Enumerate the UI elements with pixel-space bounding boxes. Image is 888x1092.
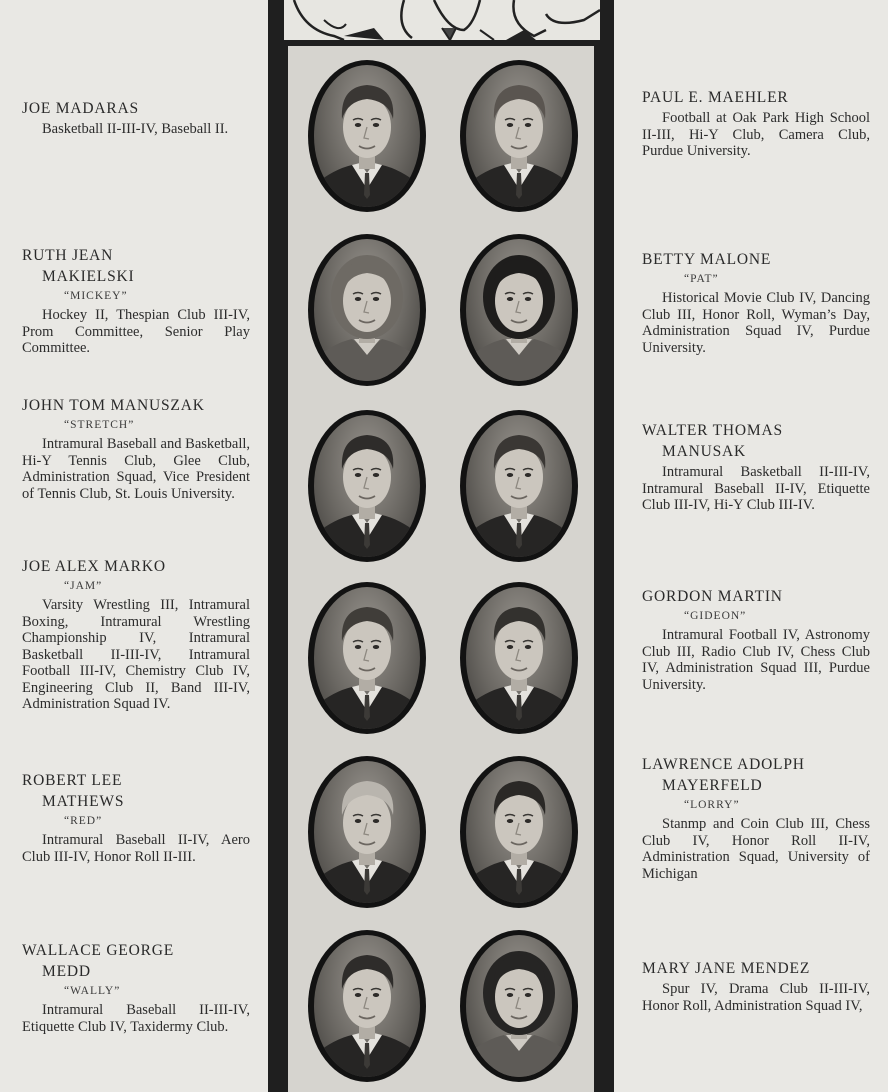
- eye-shape: [507, 993, 513, 997]
- portrait-photo: [466, 935, 572, 1077]
- person-figure: [314, 415, 420, 557]
- portrait-photo: [466, 415, 572, 557]
- eye-shape: [355, 819, 361, 823]
- student-nickname: “LORRY”: [684, 799, 740, 811]
- eye-shape: [355, 123, 361, 127]
- necktie-shape: [364, 523, 370, 549]
- student-nickname: “GIDEON”: [684, 610, 747, 622]
- portrait-8: [460, 582, 578, 734]
- eye-shape: [525, 123, 531, 127]
- person-figure: [314, 65, 420, 207]
- person-figure: [466, 587, 572, 729]
- student-name: JOE MADARAS: [22, 100, 139, 117]
- person-figure: [314, 761, 420, 903]
- necktie-shape: [516, 695, 522, 721]
- student-activities: Historical Movie Club IV, Dancing Club III, Honor Roll, Wyman’s Day, Administration Squad IV, Purdue University.: [642, 290, 870, 356]
- senior-entry-left-5: [22, 770, 250, 865]
- eye-shape: [525, 297, 531, 301]
- necktie-shape: [364, 173, 370, 199]
- eye-shape: [355, 297, 361, 301]
- necktie-shape: [516, 869, 522, 895]
- eye-shape: [373, 123, 379, 127]
- person-figure: [466, 415, 572, 557]
- portrait-3: [308, 234, 426, 386]
- eye-shape: [507, 645, 513, 649]
- student-name: JOE ALEX MARKO: [22, 558, 166, 575]
- eye-shape: [525, 473, 531, 477]
- eye-shape: [373, 993, 379, 997]
- eye-shape: [507, 123, 513, 127]
- portrait-9: [308, 756, 426, 908]
- senior-entry-left-3: [22, 395, 250, 502]
- student-name: ROBERT LEE MATHEWS: [22, 772, 125, 810]
- eye-shape: [373, 473, 379, 477]
- portrait-7: [308, 582, 426, 734]
- student-name: RUTH JEAN MAKIELSKI: [22, 247, 135, 285]
- portrait-photo: [314, 587, 420, 729]
- portrait-photo: [466, 239, 572, 381]
- student-nickname: “PAT”: [684, 273, 719, 285]
- senior-entry-left-6: [22, 940, 250, 1035]
- portrait-photo: [466, 587, 572, 729]
- portrait-photo: [314, 415, 420, 557]
- portrait-10: [460, 756, 578, 908]
- student-activities: Intramural Baseball and Basketball, Hi-Y Tennis Club, Glee Club, Administration Squad, Vice President of Tennis Club, St. Louis University.: [22, 436, 250, 502]
- portrait-5: [308, 410, 426, 562]
- person-figure: [466, 761, 572, 903]
- person-figure: [466, 65, 572, 207]
- student-name: WALTER THOMAS MANUSAK: [642, 422, 783, 460]
- portrait-4: [460, 234, 578, 386]
- portrait-1: [308, 60, 426, 212]
- student-name: BETTY MALONE: [642, 251, 772, 268]
- senior-entry-left-1: [22, 98, 250, 138]
- student-name: WALLACE GEORGE MEDD: [22, 942, 174, 980]
- student-activities: Intramural Baseball II-III-IV, Etiquette Club IV, Taxidermy Club.: [22, 1002, 250, 1035]
- eye-shape: [507, 819, 513, 823]
- senior-entry-right-4: [642, 586, 870, 693]
- eye-shape: [373, 297, 379, 301]
- senior-entry-right-6: [642, 958, 870, 1014]
- portrait-photo: [466, 761, 572, 903]
- necktie-shape: [516, 173, 522, 199]
- portrait-photo: [466, 65, 572, 207]
- header-illustration: [284, 0, 600, 40]
- portrait-6: [460, 410, 578, 562]
- student-nickname: “WALLY”: [64, 985, 121, 997]
- person-figure: [314, 935, 420, 1077]
- student-name: JOHN TOM MANUSZAK: [22, 397, 205, 414]
- person-figure: [466, 935, 572, 1077]
- necktie-shape: [516, 523, 522, 549]
- student-name: PAUL E. MAEHLER: [642, 89, 789, 106]
- portrait-photo: [314, 761, 420, 903]
- student-activities: Stanmp and Coin Club III, Chess Club IV, Honor Roll II-IV, Administration Squad, University of Michigan: [642, 816, 870, 882]
- person-figure: [466, 239, 572, 381]
- eye-shape: [507, 473, 513, 477]
- senior-entry-left-2: [22, 245, 250, 357]
- portrait-11: [308, 930, 426, 1082]
- student-activities: Intramural Basketball II-III-IV, Intramural Baseball II-IV, Etiquette Club III-IV, Hi-Y Club III-IV.: [642, 464, 870, 513]
- student-activities: Spur IV, Drama Club II-III-IV, Honor Roll, Administration Squad IV,: [642, 981, 870, 1014]
- senior-entry-right-5: [642, 754, 870, 882]
- eye-shape: [373, 819, 379, 823]
- senior-entry-right-2: [642, 249, 870, 356]
- necktie-shape: [364, 869, 370, 895]
- portrait-12: [460, 930, 578, 1082]
- student-nickname: “STRETCH”: [64, 419, 135, 431]
- eye-shape: [355, 645, 361, 649]
- portrait-photo: [314, 65, 420, 207]
- student-nickname: “JAM”: [64, 580, 103, 592]
- necktie-shape: [364, 1043, 370, 1069]
- senior-entry-right-3: [642, 420, 870, 514]
- person-figure: [314, 239, 420, 381]
- portrait-photo: [314, 935, 420, 1077]
- eye-shape: [507, 297, 513, 301]
- senior-entry-right-1: [642, 87, 870, 160]
- eye-shape: [355, 473, 361, 477]
- student-activities: Football at Oak Park High School II-III, Hi-Y Club, Camera Club, Purdue University.: [642, 110, 870, 159]
- student-name: GORDON MARTIN: [642, 588, 783, 605]
- eye-shape: [525, 645, 531, 649]
- portrait-photo: [314, 239, 420, 381]
- senior-entry-left-4: [22, 556, 250, 713]
- eye-shape: [355, 993, 361, 997]
- portrait-2: [460, 60, 578, 212]
- student-activities: Intramural Baseball II-IV, Aero Club III-IV, Honor Roll II-III.: [22, 832, 250, 865]
- student-nickname: “RED”: [64, 815, 103, 827]
- student-name: MARY JANE MENDEZ: [642, 960, 811, 977]
- student-activities: Intramural Football IV, Astronomy Club III, Radio Club IV, Chess Club IV, Administration Squad III, Purdue University.: [642, 627, 870, 693]
- student-activities: Hockey II, Thespian Club III-IV, Prom Committee, Senior Play Committee.: [22, 307, 250, 356]
- photo-column-panel: [288, 46, 594, 1092]
- student-activities: Varsity Wrestling III, Intramural Boxing, Intramural Wrestling Championship IV, Intramural Basketball II-III-IV, Intramural Football III-IV, Chemistry Club IV, Engineering Club II, Band III-IV, Administration Squad IV.: [22, 597, 250, 712]
- student-nickname: “MICKEY”: [64, 290, 128, 302]
- eye-shape: [525, 993, 531, 997]
- student-name: LAWRENCE ADOLPH MAYERFELD: [642, 756, 805, 794]
- necktie-shape: [364, 695, 370, 721]
- person-figure: [314, 587, 420, 729]
- eye-shape: [525, 819, 531, 823]
- eye-shape: [373, 645, 379, 649]
- student-activities: Basketball II-III-IV, Baseball II.: [42, 121, 229, 137]
